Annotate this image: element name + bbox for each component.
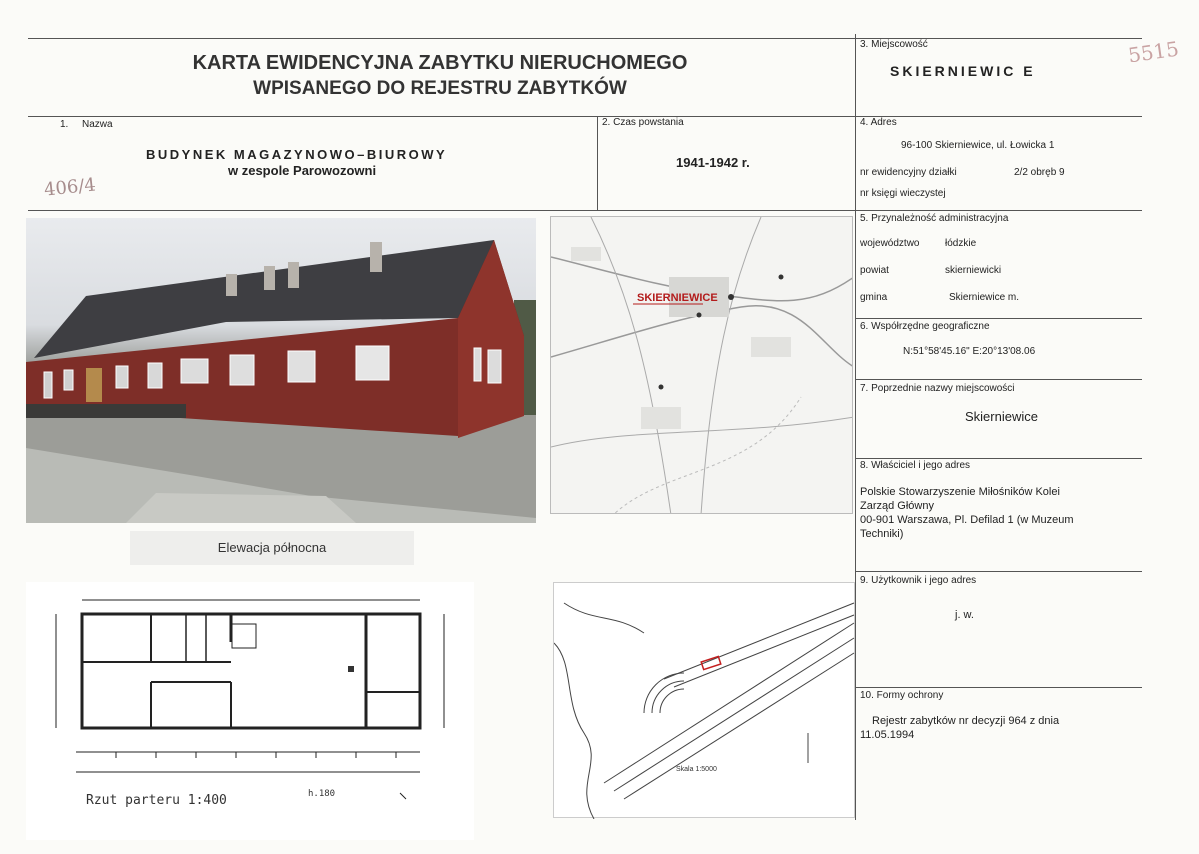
f4-book-label: nr księgi wieczystej — [860, 188, 946, 199]
f3-value: SKIERNIEWIC E — [890, 63, 1036, 79]
f4-address: 96-100 Skierniewice, ul. Łowicka 1 — [901, 140, 1055, 151]
photo-caption: Elewacja północna — [130, 531, 414, 565]
f5-voivodeship-label: województwo — [860, 238, 920, 249]
f1-handwritten-number: 406/4 — [43, 174, 97, 201]
f6-label: 6. Współrzędne geograficzne — [860, 321, 990, 332]
f9-label: 9. Użytkownik i jego adres — [860, 575, 977, 586]
f6-value: N:51°58'45.16" E:20°13'08.06 — [903, 346, 1036, 357]
site-map-scale: Skala 1:5000 — [676, 766, 717, 773]
f7-value: Skierniewice — [965, 409, 1038, 424]
f5-voivodeship-value: łódzkie — [945, 238, 977, 249]
f8-line4: Techniki) — [860, 528, 904, 540]
plan-scale-note: h.180 — [308, 789, 336, 799]
f1-number: 1. — [60, 119, 69, 130]
f5-gmina-label: gmina — [860, 292, 888, 303]
f8-label: 8. Właściciel i jego adres — [860, 460, 971, 471]
top-rule — [28, 38, 1142, 39]
map-town-label: SKIERNIEWICE — [637, 292, 718, 304]
f1-label: Nazwa — [82, 119, 113, 130]
f8-line3: 00-901 Warszawa, Pl. Defilad 1 (w Muzeum — [860, 514, 1074, 526]
f10-label: 10. Formy ochrony — [860, 690, 944, 701]
f5-gmina-value: Skierniewice m. — [949, 292, 1020, 303]
f10-line1: Rejestr zabytków nr decyzji 964 z dnia — [872, 715, 1060, 727]
plan-caption: Rzut parteru 1:400 — [86, 793, 227, 808]
floor-plan — [26, 582, 474, 840]
f1-value-line1: BUDYNEK MAGAZYNOWO–BIUROWY — [146, 147, 448, 162]
f10-line2: 11.05.1994 — [860, 729, 915, 741]
rule-f6 — [855, 318, 1142, 319]
handwritten-card-number: 5515 — [1126, 36, 1181, 68]
f2-value: 1941-1942 r. — [676, 155, 750, 170]
f5-county-label: powiat — [860, 265, 889, 276]
f3-label: 3. Miejscowość — [860, 39, 928, 50]
divider-nazwa-czas — [597, 116, 598, 210]
rule-f7 — [855, 379, 1142, 380]
f4-label: 4. Adres — [860, 117, 897, 128]
rule-under-title — [28, 116, 1142, 117]
f7-label: 7. Poprzednie nazwy miejscowości — [860, 383, 1015, 394]
site-map-drawing — [554, 583, 856, 819]
floor-plan-drawing — [26, 582, 474, 840]
f9-value: j. w. — [955, 609, 974, 621]
f4-parcel-value: 2/2 obręb 9 — [1014, 167, 1065, 178]
building-photo — [26, 218, 536, 523]
f5-label: 5. Przynależność administracyjna — [860, 213, 1009, 224]
card-title-line1: KARTA EWIDENCYJNA ZABYTKU NIERUCHOMEGO — [192, 52, 688, 74]
building-illustration — [26, 218, 536, 523]
rule-f10 — [855, 687, 1142, 688]
location-map — [550, 216, 853, 514]
f4-parcel-label: nr ewidencyjny działki — [860, 167, 957, 178]
rule-f9 — [855, 571, 1142, 572]
f8-line1: Polskie Stowarzyszenie Miłośników Kolei — [860, 486, 1060, 498]
site-map — [553, 582, 855, 818]
f8-line2: Zarząd Główny — [860, 500, 934, 512]
rule-f5 — [855, 210, 1142, 211]
f5-county-value: skierniewicki — [945, 265, 1002, 276]
card-title-line2: WPISANEGO DO REJESTRU ZABYTKÓW — [253, 78, 627, 99]
f2-label: 2. Czas powstania — [602, 117, 684, 128]
location-map-drawing — [551, 217, 853, 514]
rule-f8 — [855, 458, 1142, 459]
f1-value-line2: w zespole Parowozowni — [228, 163, 377, 178]
